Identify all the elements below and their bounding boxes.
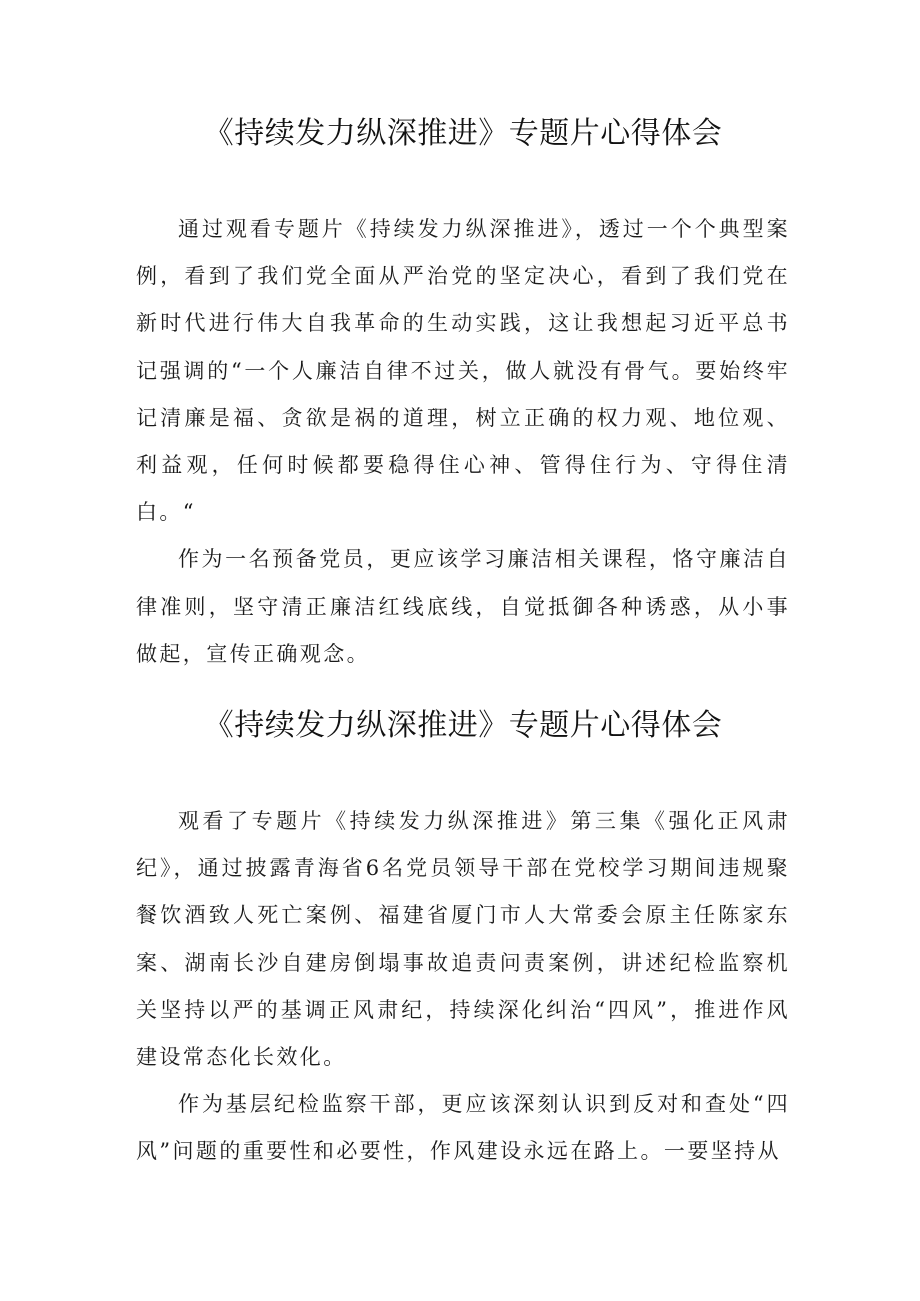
article-title: 《持续发力纵深推进》专题片心得体会 [203, 116, 723, 151]
body-paragraph: 观看了专题片《持续发力纵深推进》第三集《强化正风肃纪》，通过披露青海省6名党员领导干部在党校学习期间违规聚餐饮酒致人死亡案例、福建省厦门市人大常委会原主任陈家东案、湖南长沙自建房倒塌事故追责问责案例，讲述纪检监察机关坚持以严的基调正风肃纪，持续深化纠治“四风”，推进作风建设常态化长效化。 [136, 809, 790, 1070]
article-body [136, 798, 790, 1176]
body-paragraph: 作为一名预备党员，更应该学习廉洁相关课程，恪守廉洁自律准则，坚守清正廉洁红线底线，自觉抵御各种诱惑，从小事做起，宣传正确观念。 [136, 547, 790, 666]
article-section-1 [136, 112, 790, 678]
article-title: 《持续发力纵深推进》专题片心得体会 [203, 708, 723, 743]
article-section-2 [136, 704, 790, 1176]
body-paragraph: 作为基层纪检监察干部，更应该深刻认识到反对和查处“四风”问题的重要性和必要性，作风建设永远在路上。一要坚持从 [136, 1092, 790, 1164]
body-paragraph: 通过观看专题片《持续发力纵深推进》，透过一个个典型案例，看到了我们党全面从严治党的坚定决心，看到了我们党在新时代进行伟大自我革命的生动实践，这让我想起习近平总书记强调的“一个人廉洁自律不过关，做人就没有骨气。要始终牢记清廉是福、贪欲是祸的道理，树立正确的权力观、地位观、利益观，任何时候都要稳得住心神、管得住行为、守得住清白。“ [136, 217, 790, 525]
article-body [136, 206, 790, 678]
